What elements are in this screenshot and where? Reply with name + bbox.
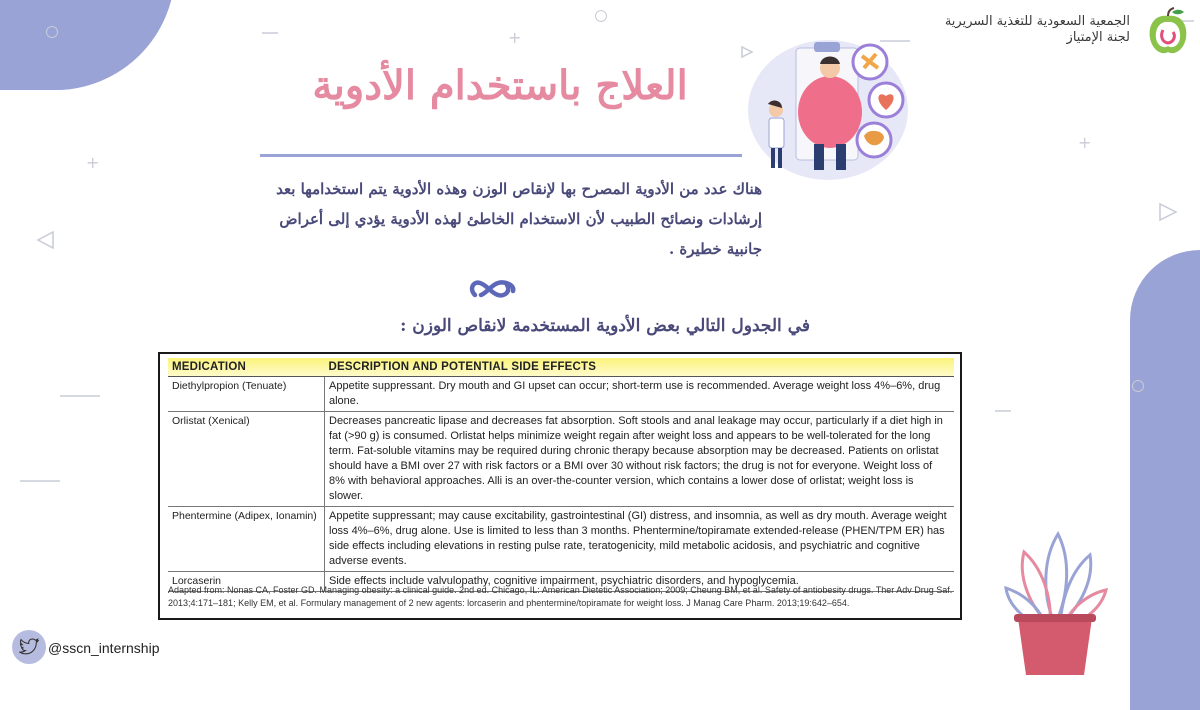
ring-decoration bbox=[595, 10, 607, 22]
org-logo-icon bbox=[1144, 6, 1192, 62]
table-cell-medication: Phentermine (Adipex, Ionamin) bbox=[168, 507, 325, 572]
table-cell-medication: Diethylpropion (Tenuate) bbox=[168, 377, 325, 412]
table-row bbox=[168, 507, 954, 572]
infinity-ornament-icon bbox=[467, 276, 521, 306]
plus-decoration: + bbox=[508, 28, 522, 47]
title-underline bbox=[260, 154, 742, 157]
dash-decoration bbox=[262, 32, 278, 34]
org-name-line2: لجنة الإمتياز bbox=[1066, 30, 1130, 45]
table-cell-description: Side effects include valvulopathy, cognitive impairment, psychiatric disorders, and hypoglycemia. bbox=[325, 572, 955, 592]
dash-decoration bbox=[20, 480, 60, 482]
corner-blob-decoration bbox=[0, 0, 175, 90]
intro-line: إرشادات ونصائح الطبيب لأن الاستخدام الخاطئ لهذه الأدوية يؤدي إلى أعراض bbox=[279, 210, 762, 228]
table-row bbox=[168, 412, 954, 507]
intro-paragraph bbox=[222, 174, 762, 264]
table-cell-medication: Orlistat (Xenical) bbox=[168, 412, 325, 507]
medication-table-image bbox=[158, 352, 962, 620]
table-intro-heading: في الجدول التالي بعض الأدوية المستخدمة لانقاص الوزن : bbox=[400, 316, 810, 336]
table-header-description: DESCRIPTION AND POTENTIAL SIDE EFFECTS bbox=[325, 358, 955, 377]
org-name-line1: الجمعية السعودية للتغذية السريرية bbox=[944, 14, 1130, 29]
plus-decoration: + bbox=[1078, 133, 1092, 152]
plant-pot-decoration bbox=[1000, 530, 1110, 679]
table-cell-medication: Lorcaserin bbox=[168, 572, 325, 592]
dash-decoration bbox=[995, 410, 1011, 412]
ring-decoration bbox=[1132, 380, 1144, 392]
table-footnote: Adapted from: Nonas CA, Foster GD. Managing obesity: a clinical guide. 2nd ed. Chicago, IL: American Dietetic Association; 2009; Cheung BM, et al. Safety of antiobesity drugs. Ther Adv Drug Saf. 2013;4:171–181; Kelly EM, et al. Formulary management of 2 new agents: lorcaserin and phentermine/topiramate for weight loss. J Manag Care Pharm. 2013;19:642–654. bbox=[168, 585, 953, 608]
org-name bbox=[945, 14, 1130, 46]
plus-decoration: + bbox=[86, 153, 100, 172]
page-title: العلاج باستخدام الأدوية bbox=[312, 62, 688, 109]
intro-line: هناك عدد من الأدوية المصرح بها لإنقاص الوزن وهذه الأدوية يتم استخدامها بعد bbox=[276, 180, 762, 198]
triangle-right-decoration bbox=[1158, 202, 1178, 226]
doctor-patient-illustration bbox=[748, 40, 908, 180]
social-handle[interactable]: @sscn_internship bbox=[48, 640, 160, 656]
right-pill-decoration bbox=[1130, 250, 1200, 710]
triangle-left-decoration bbox=[36, 230, 54, 254]
dash-decoration bbox=[60, 395, 100, 397]
table-cell-description: Appetite suppressant. Dry mouth and GI upset can occur; short-term use is recommended. Average weight loss 4%–6%, drug alone. bbox=[325, 377, 955, 412]
table-header-medication: MEDICATION bbox=[168, 358, 325, 377]
ring-decoration bbox=[46, 26, 58, 38]
table-cell-description: Decreases pancreatic lipase and decreases fat absorption. Soft stools and anal leakage may occur, particularly if a diet high in fat (>90 g) is consumed. Orlistat helps minimize weight regain after weight loss and appears to be well-tolerated for the long term. Fat-soluble vitamins may be required during chronic therapy because absorption may be decreased. Patients on orlistat should have a BMI over 27 with risk factors or a BMI over 30 without risk factors; the drug is not for everyone. Weight loss of 8% with behavioral approaches. Alli is an over-the-counter version, which contains a lower dose of orlistat; weight loss is slower. bbox=[325, 412, 955, 507]
table-header-row bbox=[168, 358, 954, 377]
intro-line: جانبية خطيرة . bbox=[668, 240, 762, 258]
table-row bbox=[168, 377, 954, 412]
twitter-icon[interactable] bbox=[12, 630, 46, 664]
table-cell-description: Appetite suppressant; may cause excitability, gastrointestinal (GI) distress, and insomnia, as well as dry mouth. Average weight loss 4%–6%, drug alone. Use is limited to less than 3 months. Phentermine/topiramate extended-release (PHEN/TPM ER) has side effects including elevations in resting pulse rate, teratogenicity, mild metabolic acidosis, and psychiatric and cognitive adverse events. bbox=[325, 507, 955, 572]
illustration-circle bbox=[748, 40, 908, 180]
medication-table bbox=[168, 358, 954, 592]
